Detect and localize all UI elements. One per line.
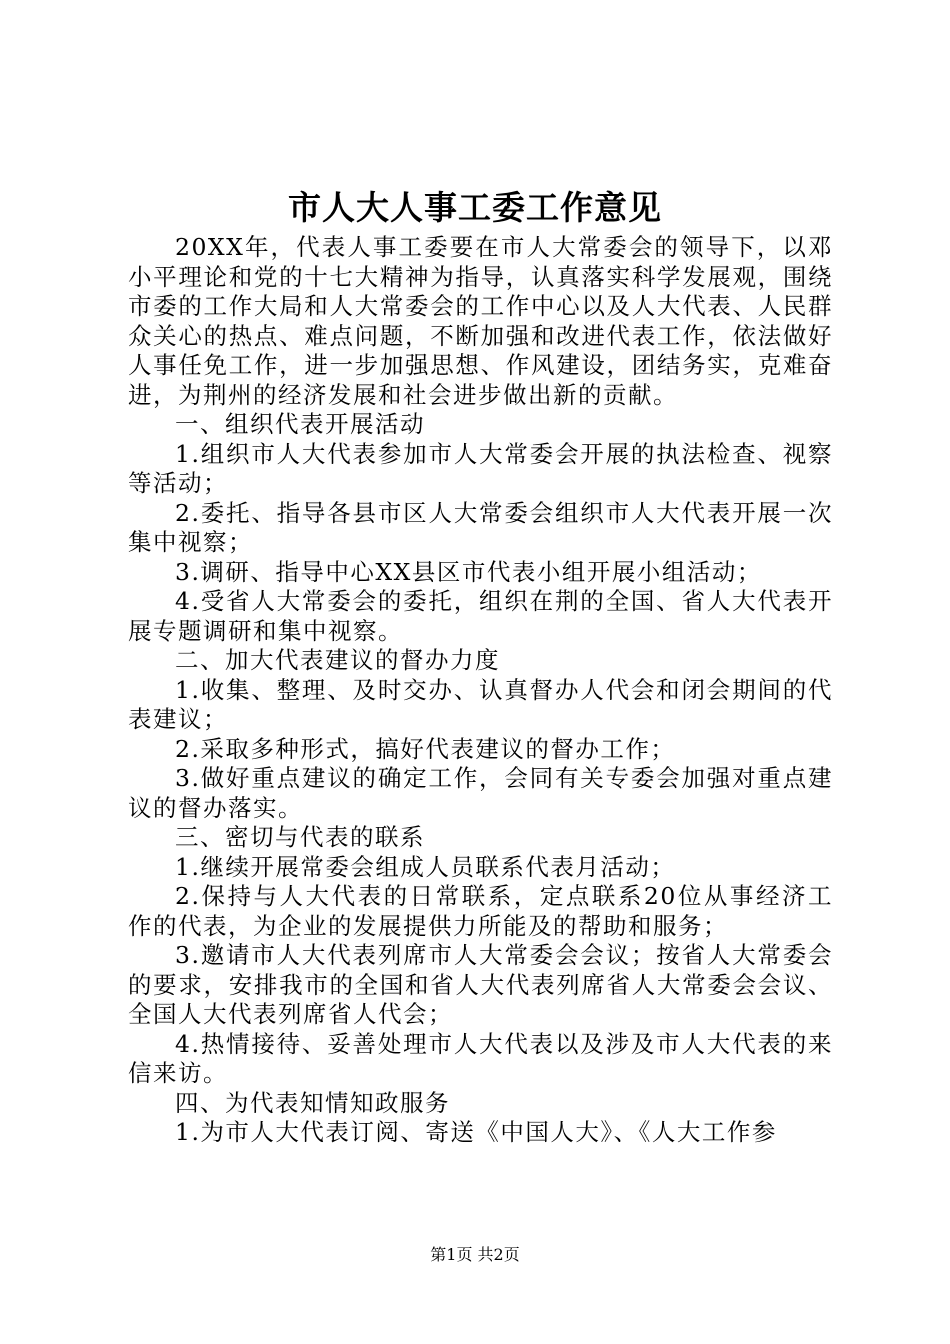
list-item: 3.邀请市人大代表列席市人大常委会会议；按省人大常委会的要求，安排我市的全国和省人大代表列席省人大常委会会议、全国人大代表列席省人代会； xyxy=(128,941,833,1028)
list-item: 1.继续开展常委会组成人员联系代表月活动； xyxy=(175,852,676,881)
document-body xyxy=(128,233,833,1148)
list-item: 1.组织市人大代表参加市人大常委会开展的执法检查、视察等活动； xyxy=(128,439,833,497)
section-heading-4: 四、为代表知情知政服务 xyxy=(175,1088,450,1117)
list-item: 2.委托、指导各县市区人大常委会组织市人大代表开展一次集中视察； xyxy=(128,498,833,556)
document-title: 市人大人事工委工作意见 xyxy=(288,188,662,227)
list-item: 2.采取多种形式，搞好代表建议的督办工作； xyxy=(175,734,676,763)
paragraph-intro: 20XX年，代表人事工委要在市人大常委会的领导下，以邓小平理论和党的十七大精神为指导，认真落实科学发展观，围绕市委的工作大局和人大常委会的工作中心以及人大代表、人民群众关心的热点、难点问题，不断加强和改进代表工作，依法做好人事任免工作，进一步加强思想、作风建设，团结务实，克难奋进，为荆州的经济发展和社会进步做出新的贡献。 xyxy=(128,233,833,409)
section-heading-1: 一、组织代表开展活动 xyxy=(175,410,425,438)
list-item: 2.保持与人大代表的日常联系，定点联系20位从事经济工作的代表，为企业的发展提供力所能及的帮助和服务； xyxy=(128,882,833,940)
list-item: 1.收集、整理、及时交办、认真督办人代会和闭会期间的代表建议； xyxy=(128,675,833,733)
page-footer: 第1页 共2页 xyxy=(430,1245,520,1264)
list-item: 3.做好重点建议的确定工作，会同有关专委会加强对重点建议的督办落实。 xyxy=(128,764,833,822)
list-item: 4.热情接待、妥善处理市人大代表以及涉及市人大代表的来信来访。 xyxy=(128,1029,833,1087)
list-item: 3.调研、指导中心XX县区市代表小组开展小组活动； xyxy=(175,557,762,586)
section-heading-3: 三、密切与代表的联系 xyxy=(175,823,425,851)
list-item: 4.受省人大常委会的委托，组织在荆的全国、省人大代表开展专题调研和集中视察。 xyxy=(128,587,833,645)
section-heading-2: 二、加大代表建议的督办力度 xyxy=(175,646,500,674)
list-item: 1.为市人大代表订阅、寄送《中国人大》、《人大工作参 xyxy=(175,1118,777,1146)
